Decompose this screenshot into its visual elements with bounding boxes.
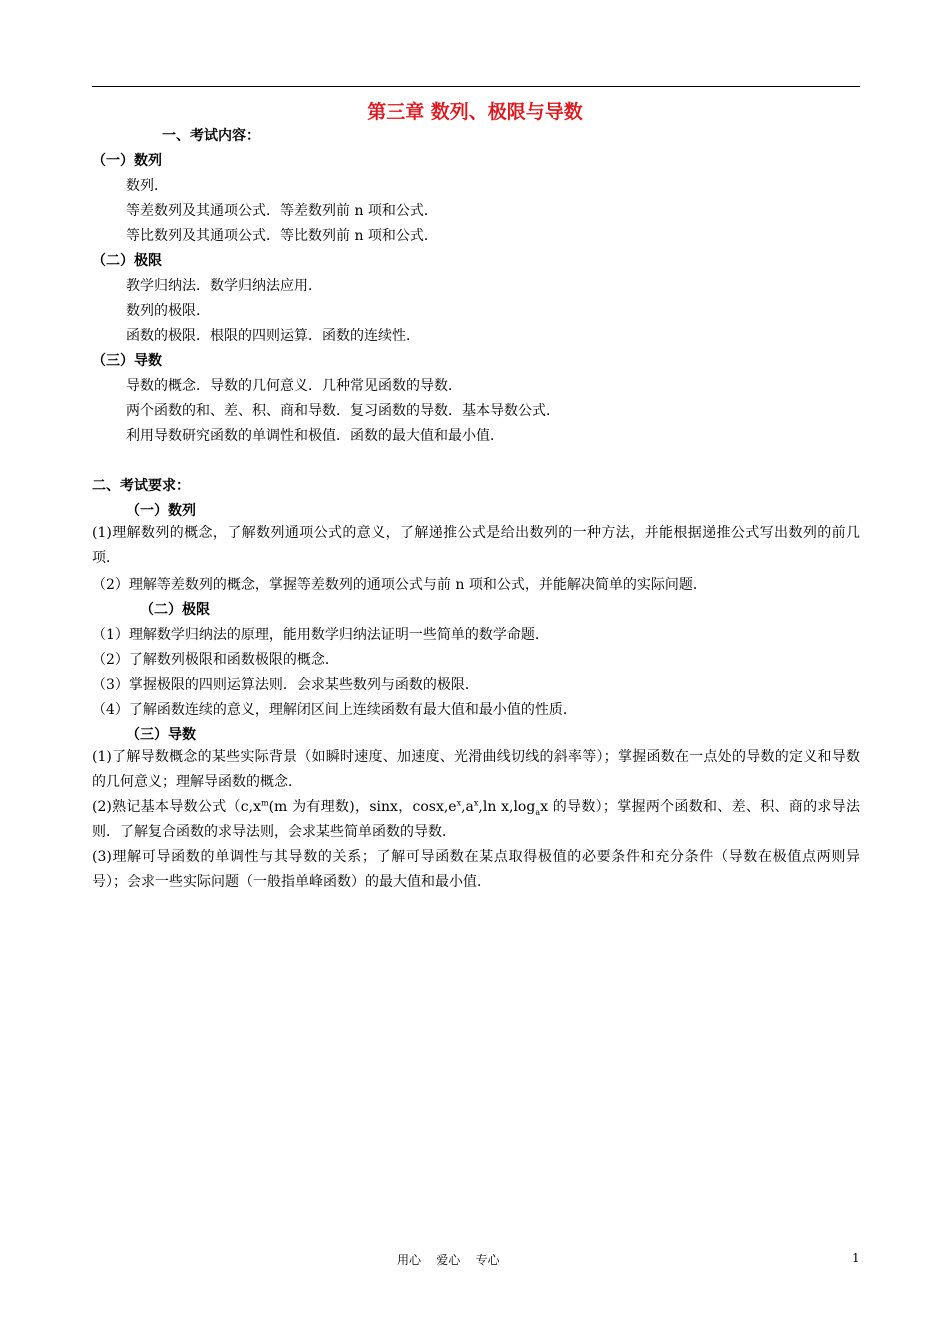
section2-group2-heading: （二）极限 (140, 602, 210, 618)
section1-group2-item: 教学归纳法．数学归纳法应用． (126, 278, 322, 294)
section1-group2-item: 数列的极限． (126, 303, 210, 319)
section1-group1-item: 等差数列及其通项公式．等差数列前 n 项和公式． (126, 203, 438, 219)
section1-group2-heading: （二）极限 (92, 253, 162, 269)
section1-group3-heading: （三）导数 (92, 353, 162, 369)
section2-group3-item-formulas: (2)熟记基本导数公式（$c,x^m(m$ 为有理数)，sinx，$\cos x,e^x,a^x,\ln$ $x,\log_ax$ 的导数）；掌握两个函数和、差、积、商的求导法则．了解复合函数的求导法则，会求某些简单函数的导数． (92, 798, 860, 840)
section1-group3-item: 导数的概念．导数的几何意义．几种常见函数的导数． (126, 378, 462, 394)
section1-group1-item: 等比数列及其通项公式．等比数列前 n 项和公式． (126, 228, 438, 244)
section1-group3-item: 利用导数研究函数的单调性和极值．函数的最大值和最小值． (126, 428, 504, 444)
section2-group3-heading: （三）导数 (126, 727, 196, 743)
section1-group1-item: 数列． (126, 178, 168, 194)
section2-group1-item: （2）理解等差数列的概念，掌握等差数列的通项公式与前 n 项和公式，并能解决简单的实际问题． (92, 577, 707, 593)
section1-heading: 一、考试内容： (162, 128, 260, 144)
section1-group1-heading: （一）数列 (92, 153, 162, 169)
section2-group1-heading: （一）数列 (126, 503, 196, 519)
section2-group2-item: （2）了解数列极限和函数极限的概念． (92, 652, 339, 668)
page-number: 1 (852, 1251, 860, 1265)
section2-group2-item: （3）掌握极限的四则运算法则．会求某些数列与函数的极限． (92, 677, 479, 693)
section2-group3-item: (3)理解可导函数的单调性与其导数的关系；了解可导函数在某点取得极值的必要条件和充分条件（导数在极值点两则异号）；会求一些实际问题（一般指单峰函数）的最大值和最小值． (92, 849, 860, 890)
header-rule (92, 86, 860, 87)
section2-group2-item: （1）理解数学归纳法的原理，能用数学归纳法证明一些简单的数学命题． (92, 627, 549, 643)
section2-group1-item: (1)理解数列的概念，了解数列通项公式的意义，了解递推公式是给出数列的一种方法，并能根据递推公式写出数列的前几项． (92, 525, 860, 566)
footer-motto: 用心 爱心 专心 (397, 1253, 500, 1267)
section1-group2-item: 函数的极限．根限的四则运算．函数的连续性． (126, 328, 420, 344)
section1-group3-item: 两个函数的和、差、积、商和导数．复习函数的导数．基本导数公式． (126, 403, 560, 419)
section2-heading: 二、考试要求： (92, 478, 190, 494)
chapter-title: 第三章 数列、极限与导数 (367, 101, 583, 123)
section2-group3-item: (1)了解导数概念的某些实际背景（如瞬时速度、加速度、光滑曲线切线的斜率等）；掌握函数在一点处的导数的定义和导数的几何意义；理解导函数的概念． (92, 749, 860, 790)
section2-group2-item: （4）了解函数连续的意义，理解闭区间上连续函数有最大值和最小值的性质． (92, 702, 577, 718)
